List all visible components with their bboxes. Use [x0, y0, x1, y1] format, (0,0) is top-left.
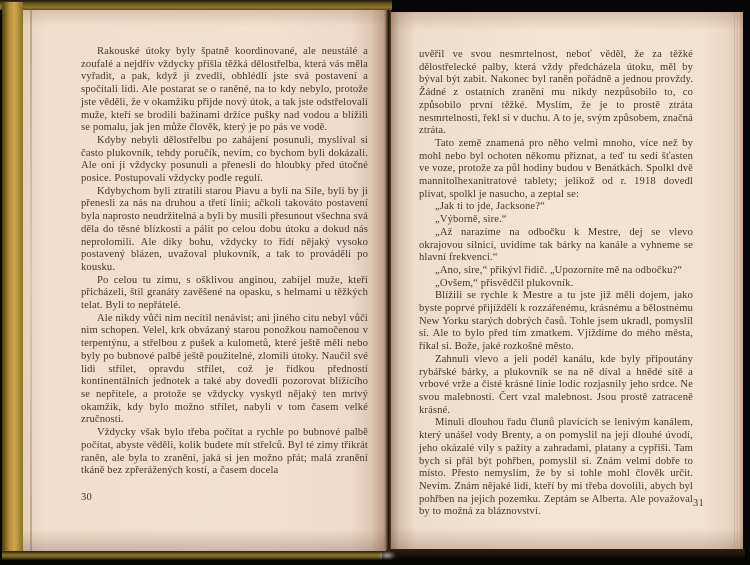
paragraph: „Až narazíme na odbočku k Mestre, dej se vlevo okrajovou silnicí, uvidíme tak bárky na kanále a vyhneme se hlavní frekvenci.“	[419, 226, 693, 264]
right-page-fore-edge	[732, 12, 743, 549]
right-page-text	[419, 49, 693, 519]
paragraph: Vždycky však bylo třeba počítat a rychle po bubnové palbě počítat, abyste věděli, kolik budete mít střelců. Byl té zimy třikrát raněn, ale byla to zranění, jaká si jen možno přát; malá zranění tkáně bez zpřerážených kostí, a časem docela	[81, 427, 368, 477]
left-page-crease	[30, 10, 32, 551]
paragraph: Kdybychom byli ztratili starou Piavu a byli na Sile, byli by ji přenesli za nás na druhou a třetí linii; ačkoli takováto postavení byla naprosto neudržitelná a byli by musili přesunout všechna svá děla do těsné blízkosti a pálit po celou dobu útoku a dokud nás neprolomili. Ale díky bohu, vždycky to řídí nějaký vysoko postavený blázen, uvažoval plukovník, a tak to prováděli po kousku.	[81, 185, 368, 273]
paragraph: Tato země znamená pro něho velmi mnoho, více než by mohl nebo byl ochoten někomu přiznat, a teď tu sedí šťasten ve voze, protože za půl hodiny budou v Benátkách. Spolkl dvě mannitolhexanitratové tablety; jelikož od r. 1918 dovedl plivat, spolkl je nasucho, a zeptal se:	[419, 137, 693, 200]
dust-speck	[378, 551, 396, 560]
paragraph: Minuli dlouhou řadu člunů plavících se lenivým kanálem, který unášel vody Brenty, a on pomyslil na její dlouhé úvodí, jeho okázalé vily s pažity a zahradami, platany a cypřiši. Tam bych si přál být pohřben, pomyslil si. Znám velmi dobře to místo. Přesto nemyslím, že by si tohle mohl člověk určit. Nevím. Znám nějaké lidi, kteří by mi třeba dovolili, abych byl pohřben na jejich pozemku. Zeptám se Alberta. Ale považoval by to možná za bláznovství.	[419, 417, 693, 518]
book-bottom-shadow	[382, 549, 745, 559]
paragraph: Po celou tu zimu, s ošklivou anginou, zabíjel muže, kteří přicházeli, štil granáty zavěšené na opasku, s helmami u těžkých telat. Byli to nepřátelé.	[81, 274, 368, 312]
paragraph: Kdyby nebyli dělostřelbu po zahájení posunuli, myslíval si často plukovník, tehdy poručík, nevím, co bychom byli dokázali. Ale oni ji vždycky posunuli a přenesli do hloubky před útočné posice. Postupovali vždycky podle regulí.	[81, 134, 368, 185]
paragraph: uvěřil ve svou nesmrtelnost, neboť věděl, že za těžké dělostřelecké palby, která vždy předcházela útoku, měl by býval být zabit. Nakonec byl raněn pořádně a jednou provždy. Žádné z ostatních zranění mu nikdy nezpůsobilo to, co způsobilo první těžké. Myslím, že je to prostě ztráta nesmrtelnosti, řekl si v duchu. A to je, svým způsobem, značná ztráta.	[419, 49, 694, 137]
paragraph: „Ovšem,“ přisvědčil plukovník.	[435, 277, 574, 289]
left-page	[23, 10, 386, 551]
right-page-number: 31	[692, 498, 704, 509]
paragraph: Zahnuli vlevo a jeli podél kanálu, kde byly připoutány rybářské bárky, a plukovník se na ně díval a hnědé sítě a vrbové vrže a čisté krásné linie lodic rozjasnily jeho srdce. Ne svou malebností. Čert vzal malebnost. Jsou prostě zatraceně krásné.	[419, 353, 693, 416]
book-cover-left-edge	[2, 2, 23, 558]
book-cover-top-edge	[0, 0, 392, 10]
paragraph: „Ano, sire,“ přikývl řidič. „Upozorníte mě na odbočku?“	[435, 264, 683, 276]
left-page-number: 30	[81, 492, 93, 503]
left-page-text	[81, 46, 368, 478]
paragraph: Ale nikdy vůči nim necítil nenávist; ani jiného citu nebyl vůči nim schopen. Velel, krk obvázaný starou ponožkou namočenou v terpentýnu, a střelbou z pušek a kulometů, které ještě měli nebo byly po bubnové palbě ještě použitelné, zlomili útoky. Naučil své lidi střílet, opravdu střílet, což je řídkou předností kontinentálních jednotek a také aby dovedli pozorovat blížícího se nepřítele, a protože se vždycky vyskytl nějaký ten mrtvý okamžik, kdy bylo možno střílet, nabyli v tom časem velké zručnosti.	[81, 312, 368, 426]
paragraph: Rakouské útoky byly špatně koordinované, ale neustálé a zoufalé a nejdřív vždycky přišla těžká dělostřelba, která vás měla vyřadit, a pak, když ji zvedli, obhlédli jste svá postavení a spočítali lidi. Ale postarat se o raněné, na to kdy nebylo, protože jste věděli, že v okamžiku přijde nový útok, a tak jste odstřelovali muže, kteří se brodili bažinami držíce pušky nad vodou a blížili se pomalu, jak jen může člověk, který je po pás ve vodě.	[81, 46, 368, 134]
book-cover-bottom-edge	[2, 551, 382, 560]
paragraph: „Jak ti to jde, Jacksone?“	[435, 201, 545, 213]
paragraph: „Výborně, sire.“	[435, 214, 507, 226]
right-page	[391, 12, 743, 549]
paragraph: Blížili se rychle k Mestre a tu jste již měli dojem, jako byste poprvé přijížděli k rozzářenému, krásnému a bělostnému New Yorku starých dobrých časů. Tohle jsem ukradl, pomyslil si. Ale to bylo před tím zmatkem. Vjíždíme do mého města, říkal si. Bože, jaké rozkošné město.	[419, 290, 693, 353]
